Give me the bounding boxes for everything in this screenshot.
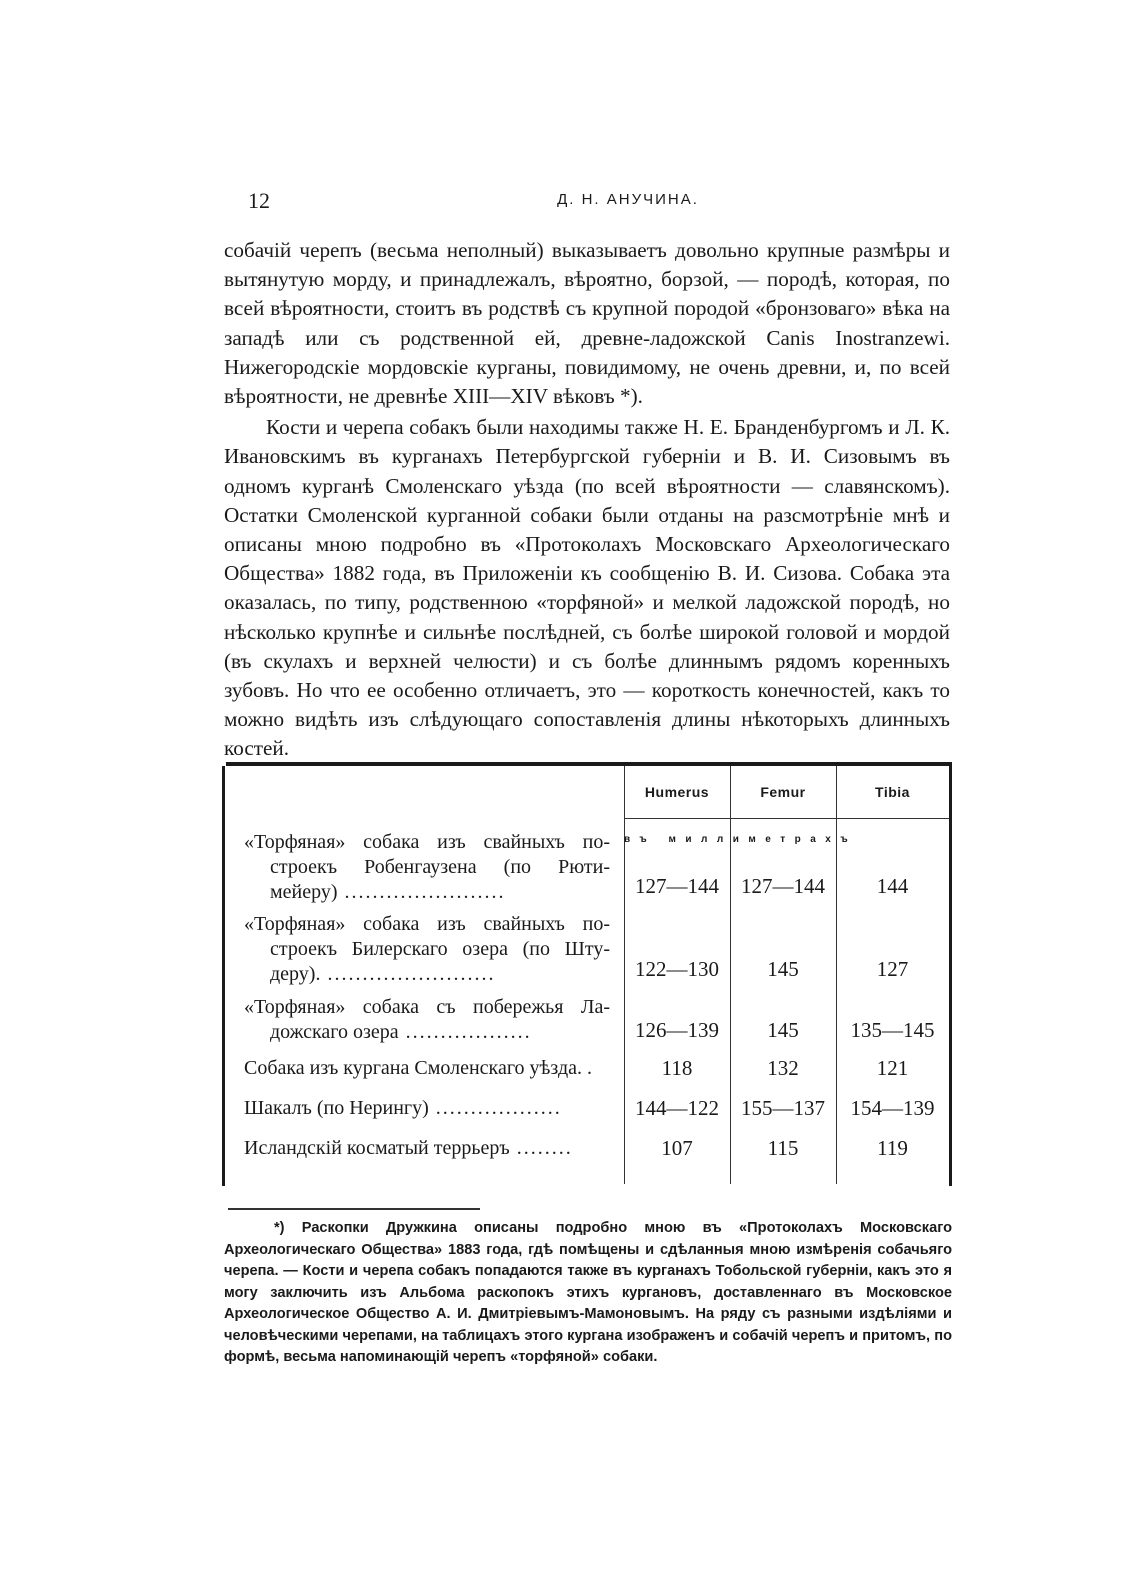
- leader-dots: ..................: [398, 1021, 532, 1043]
- cell-tibia: 144: [876, 874, 909, 898]
- row-label-line: «Торфяная» собака съ побережья Ла-: [244, 996, 610, 1018]
- body-text: [224, 236, 950, 764]
- column-header-tibia: Tibia: [875, 784, 910, 800]
- leader-dots: ........................: [320, 963, 496, 985]
- cell-femur: 127—144: [741, 874, 825, 898]
- row-label-line: строекъ Робенгаузена (по Рюти-: [270, 856, 610, 878]
- footnote-divider: [228, 1208, 480, 1210]
- leader-dots: ..................: [428, 1097, 562, 1119]
- cell-tibia: 154—139: [850, 1096, 935, 1120]
- cell-femur: 115: [767, 1136, 799, 1160]
- row-label-line: Шакалъ (по Нерингу): [244, 1097, 429, 1119]
- cell-tibia: 119: [877, 1136, 908, 1160]
- table-row-label: [244, 1096, 610, 1121]
- cell-tibia: 135—145: [850, 1018, 935, 1042]
- row-label-line: строекъ Билерскаго озера (по Шту-: [270, 938, 610, 960]
- footnote-text: *) Раскопки Дружкина описаны подробно мною въ «Протоколахъ Московскаго Археологическаго Общества» 1883 года, гдѣ помѣщены и сдѣланныя мною измѣренія собачьяго черепа. — Кости и черепа собакъ попадаются также въ курганахъ Тобольской губерніи, какъ это я могу заключить изъ Альбома раскопокъ этихъ кургановъ, доставленнаго въ Московское Археологическое Общество А. И. Дмитріевымъ-Мамоновымъ. На ряду съ разными издѣліями и человѣческими черепами, на таблицахъ этого кургана изображенъ и собачій черепъ и притомъ, по формѣ, весьма напоминающій черепъ «торфяной» собаки.: [224, 1220, 952, 1365]
- row-label-line: Исландскій косматый террьеръ: [244, 1137, 510, 1159]
- cell-femur: 145: [767, 1018, 799, 1042]
- bone-measurement-table: [222, 762, 952, 1188]
- row-label-line: деру).: [270, 963, 321, 985]
- paragraph-1: собачій черепъ (весьма неполный) выказываетъ довольно крупные размѣры и вытянутую морду, и принадлежалъ, вѣроятно, борзой, — породѣ, которая, по всей вѣроятности, стоитъ въ родствѣ съ крупной породой «бронзоваго» вѣка на западѣ или съ родственной ей, древне-ладожской Canis Inostranzewi. Нижегородскіе мордовскіе курганы, повидимому, не очень древни, и, по всей вѣроятности, не древнѣе XIII—XIV вѣковъ *).: [224, 238, 950, 409]
- cell-femur: 132: [767, 1056, 799, 1080]
- cell-humerus: 126—139: [635, 1018, 719, 1042]
- footnote: [224, 1218, 952, 1369]
- leader-dots: ........: [509, 1137, 573, 1159]
- header-underline: [624, 818, 949, 819]
- row-label-line: «Торфяная» собака изъ свайныхъ по-: [244, 913, 610, 935]
- table-row-label: [244, 912, 610, 987]
- row-label-line: дожскаго озера: [270, 1021, 399, 1043]
- leader-dots: .......................: [337, 881, 506, 903]
- table-row-label: [244, 830, 610, 905]
- column-header-femur: Femur: [760, 784, 806, 800]
- page-header: [248, 188, 948, 218]
- cell-tibia: 127: [876, 957, 909, 981]
- table-row-label: [244, 1056, 610, 1081]
- table-right-rule: [949, 766, 952, 1186]
- cell-humerus: 122—130: [635, 957, 719, 981]
- row-label-line: мейеру): [270, 881, 338, 903]
- column-header-humerus: Humerus: [644, 784, 710, 800]
- cell-humerus: 144—122: [635, 1096, 719, 1120]
- running-title: Д. Н. АНУЧИНА.: [557, 191, 699, 208]
- table-row-label: [244, 995, 610, 1045]
- paragraph-2: Кости и черепа собакъ были находимы также Н. Е. Бранденбургомъ и Л. К. Ивановскимъ въ курганахъ Петербургской губерніи и В. И. Сизовымъ въ одномъ курганѣ Смоленскаго уѣзда (по всей вѣроятности — славянскомъ). Остатки Смоленской курганной собаки были отданы на разсмотрѣніе мнѣ и описаны мною подробно въ «Протоколахъ Московскаго Археологическаго Общества» 1882 года, въ Приложеніи къ сообщенію В. И. Сизова. Собака эта оказалась, по типу, родственною «торфяной» и мелкой ладожской породѣ, но нѣсколько крупнѣе и сильнѣе послѣдней, съ болѣе широкой головой и мордой (въ скулахъ и верхней челюсти) и съ болѣе длиннымъ рядомъ коренныхъ зубовъ. Но что ее особенно отличаетъ, это — короткость конечностей, какъ то можно видѣть изъ слѣдующаго сопоставленія длины нѣкоторыхъ длинныхъ костей.: [224, 415, 950, 761]
- cell-humerus: 127—144: [635, 874, 719, 898]
- cell-tibia: 121: [876, 1056, 909, 1080]
- cell-femur: 155—137: [741, 1096, 825, 1120]
- cell-humerus: 107: [661, 1136, 693, 1160]
- table-row-label: [244, 1136, 610, 1161]
- row-label-line: Собака изъ кургана Смоленскаго уѣзда. .: [244, 1057, 592, 1079]
- cell-humerus: 118: [661, 1056, 693, 1080]
- units-label: въ миллиметрахъ: [624, 834, 858, 845]
- cell-femur: 145: [767, 957, 799, 981]
- table-left-rule: [222, 766, 225, 1186]
- row-label-line: «Торфяная» собака изъ свайныхъ по-: [244, 831, 610, 853]
- page-number: 12: [248, 188, 270, 213]
- table-top-rule: [226, 762, 952, 766]
